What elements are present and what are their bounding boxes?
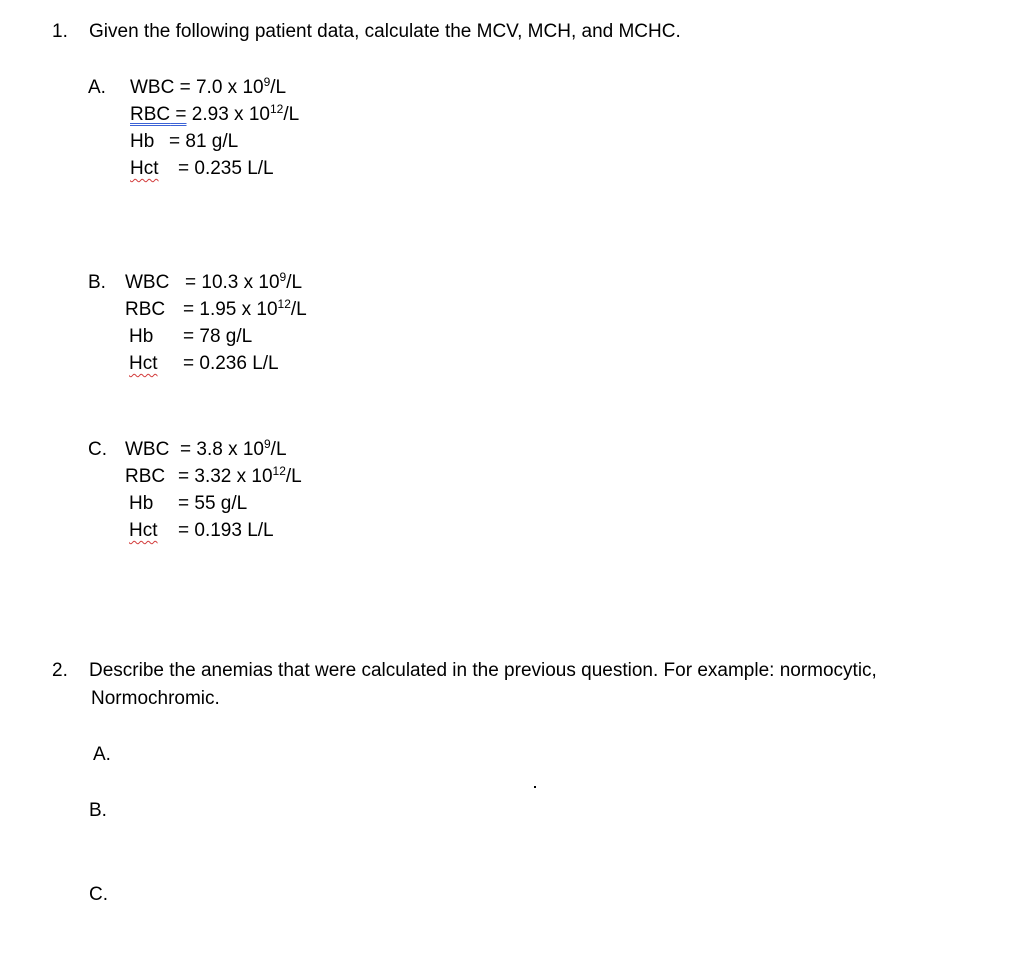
wbc-unit: /L [286, 272, 303, 293]
q2-answer-a: A. [93, 744, 111, 765]
rbc-exponent: 12 [277, 297, 291, 311]
q1-a-rbc [130, 102, 299, 128]
wbc-value: = 10.3 x 10 [185, 272, 280, 293]
q1-b-hb-label: Hb [129, 326, 154, 347]
q1-c-hb-value: = 55 g/L [178, 493, 248, 514]
q1-b-rbc-value [183, 297, 307, 323]
wbc-label: WBC [130, 77, 175, 98]
wbc-exponent: 9 [279, 270, 287, 284]
q1-a-hct-label: Hct [130, 158, 159, 179]
q1-c-wbc-label: WBC [125, 439, 170, 460]
q1-a-hct-value: = 0.235 L/L [178, 158, 274, 179]
rbc-value: 2.93 x 10 [186, 104, 270, 125]
wbc-value: = 3.8 x 10 [180, 439, 264, 460]
q1-b-hct-value: = 0.236 L/L [183, 353, 279, 374]
q1-b-wbc-value [185, 270, 302, 296]
q1-c-wbc-value [180, 437, 287, 463]
q1-a-hb-value: = 81 g/L [169, 131, 239, 152]
rbc-exponent: 12 [272, 464, 286, 478]
wbc-exponent: 9 [263, 437, 271, 451]
rbc-label: RBC [130, 104, 171, 125]
q1-c-hb-label: Hb [129, 493, 154, 514]
q2-number: 2. [52, 660, 68, 681]
q1-b-wbc-label: WBC [125, 272, 170, 293]
q1-b-hb-value: = 78 g/L [183, 326, 253, 347]
wbc-exponent: 9 [263, 75, 271, 89]
rbc-exponent: 12 [269, 102, 284, 116]
q1-a-hb-label: Hb [130, 131, 155, 152]
q1-c-letter: C. [88, 439, 107, 460]
wbc-unit: /L [270, 77, 287, 98]
rbc-unit: /L [285, 466, 302, 487]
rbc-unit: /L [290, 299, 307, 320]
q2-answer-b: B. [89, 800, 107, 821]
q1-b-hct-label: Hct [129, 353, 158, 374]
q1-c-hct-value: = 0.193 L/L [178, 520, 274, 541]
q1-text: Given the following patient data, calculate the MCV, MCH, and MCHC. [89, 21, 681, 42]
q1-a-letter: A. [88, 77, 106, 98]
wbc-value: = 7.0 x 10 [179, 77, 264, 98]
q1-a-wbc [130, 75, 286, 101]
rbc-eq: = [170, 104, 187, 125]
q1-number: 1. [52, 21, 68, 42]
stray-dot [534, 786, 536, 788]
q1-c-hct-label: Hct [129, 520, 158, 541]
q2-answer-c: C. [89, 884, 108, 905]
q1-b-letter: B. [88, 272, 106, 293]
q1-c-rbc-label: RBC [125, 466, 166, 487]
rbc-value: = 1.95 x 10 [183, 299, 278, 320]
rbc-unit: /L [283, 104, 300, 125]
q2-text-line1: Describe the anemias that were calculated in the previous question. For example: normocytic, [89, 660, 877, 681]
q1-b-rbc-label: RBC [125, 299, 166, 320]
wbc-unit: /L [270, 439, 287, 460]
q1-c-rbc-value [178, 464, 302, 490]
q2-text-line2: Normochromic. [91, 688, 220, 709]
rbc-value: = 3.32 x 10 [178, 466, 273, 487]
